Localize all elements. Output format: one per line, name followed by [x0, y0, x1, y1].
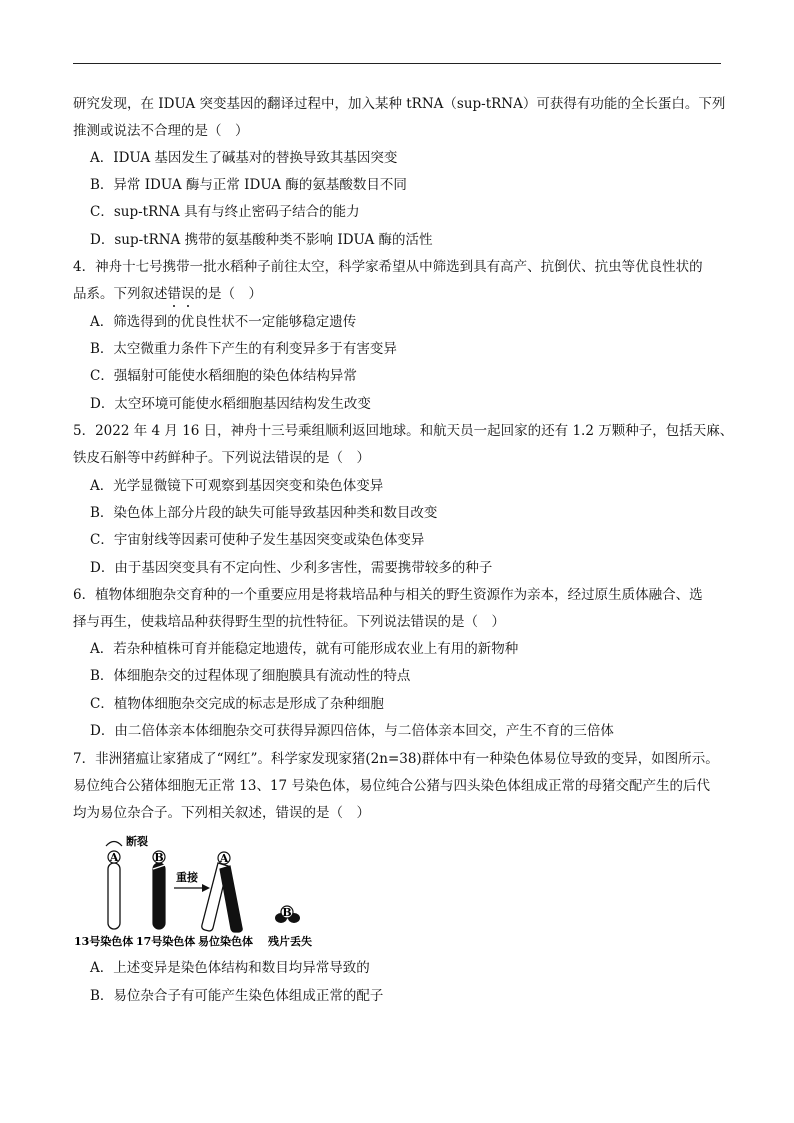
q6-option-d: D．由二倍体亲本体细胞杂交可获得异源四倍体，与二倍体亲本回交，产生不育的三倍体: [90, 723, 614, 739]
q3-option-b: B．异常 IDUA 酶与正常 IDUA 酶的氨基酸数目不同: [90, 177, 407, 193]
label-b-fragment: B: [282, 906, 292, 919]
q5-stem-line2: 铁皮石斛等中药鲜种子。下列说法错误的是（ ）: [73, 450, 370, 466]
q7-option-a: A．上述变异是染色体结构和数目均异常导致的: [90, 960, 370, 976]
q6-option-a: A．若杂种植株可育并能稳定地遗传，就有可能形成农业上有用的新物种: [90, 641, 519, 657]
q5-stem-line1: 5．2022 年 4 月 16 日，神舟十三号乘组顺利返回地球。和航天员一起回家的还有 1.2 万颗种子，包括天麻、: [73, 423, 734, 439]
q3-stem-line1: 研究发现，在 IDUA 突变基因的翻译过程中，加入某种 tRNA（sup-tRNA）可获得有功能的全长蛋白。下列: [73, 96, 726, 112]
q3-option-d: D．sup-tRNA 携带的氨基酸种类不影响 IDUA 酶的活性: [90, 232, 433, 248]
q3-option-a: A．IDUA 基因发生了碱基对的替换导致其基因突变: [90, 150, 398, 166]
header-rule: [73, 63, 721, 64]
q5-option-c: C．宇宙射线等因素可使种子发生基因突变或染色体变异: [90, 532, 425, 548]
q4-stem-text: 品系。下列叙述: [73, 286, 168, 302]
q6-stem-line1: 6．植物体细胞杂交育种的一个重要应用是将栽培品种与相关的野生资源作为亲本，经过原生质体融合、选: [73, 587, 703, 603]
arrow-head-icon: [202, 884, 210, 892]
q5-option-a: A．光学显微镜下可观察到基因突变和染色体变异: [90, 478, 384, 494]
q6-stem-line2: 择与再生，使栽培品种获得野生型的抗性特征。下列说法错误的是（ ）: [73, 614, 505, 630]
label-a-translocation: A: [219, 852, 229, 865]
q6-option-b: B．体细胞杂交的过程体现了细胞膜具有流动性的特点: [90, 668, 411, 684]
q4-emphasis-char: 错: [167, 286, 181, 302]
q4-stem-text: 的是（ ）: [194, 286, 262, 302]
chromosome-translocation-figure: [70, 833, 330, 951]
q4-stem-line2: [73, 284, 262, 304]
label-b-17: B: [154, 851, 164, 864]
label-rejoin: 重接: [176, 871, 198, 884]
q4-option-b: B．太空微重力条件下产生的有利变异多于有害变异: [90, 341, 397, 357]
q6-option-c: C．植物体细胞杂交完成的标志是形成了杂种细胞: [90, 696, 384, 712]
q4-option-d: D．太空环境可能使水稻细胞基因结构发生改变: [90, 396, 371, 412]
caption-17: 17号染色体: [136, 935, 196, 948]
q4-emphasis-char: 误: [181, 286, 195, 302]
q5-option-b: B．染色体上部分片段的缺失可能导致基因种类和数目改变: [90, 505, 438, 521]
q3-stem-line2: 推测或说法不合理的是（ ）: [73, 123, 249, 139]
q7-stem-line2: 易位纯合公猪体细胞无正常 13、17 号染色体，易位纯合公猪与四头染色体组成正常的母猪交配产生的后代: [73, 778, 710, 794]
caption-translocation: 易位染色体: [198, 935, 253, 948]
q7-stem-line3: 均为易位杂合子。下列相关叙述，错误的是（ ）: [73, 805, 370, 821]
q5-option-d: D．由于基因突变具有不定向性、少利多害性，需要携带较多的种子: [90, 560, 493, 576]
q4-stem-line1: 4．神舟十七号携带一批水稻种子前往太空，科学家希望从中筛选到具有高产、抗倒伏、抗虫等优良性状的: [73, 259, 703, 275]
q4-option-a: A．筛选得到的优良性状不一定能够稳定遗传: [90, 314, 357, 330]
break-mark: [106, 842, 122, 847]
q4-option-c: C．强辐射可能使水稻细胞的染色体结构异常: [90, 368, 357, 384]
label-break: 断裂: [126, 835, 148, 848]
q7-stem-line1: 7．非洲猪瘟让家猪成了“网红”。科学家发现家猪(2n=38)群体中有一种染色体易位导致的变异，如图所示。: [73, 751, 719, 767]
caption-fragment: 残片丢失: [268, 935, 312, 948]
label-a-13: A: [109, 851, 119, 864]
caption-13: 13号染色体: [74, 935, 134, 948]
q7-option-b: B．易位杂合子有可能产生染色体组成正常的配子: [90, 988, 384, 1004]
q3-option-c: C．sup-tRNA 具有与终止密码子结合的能力: [90, 204, 360, 220]
